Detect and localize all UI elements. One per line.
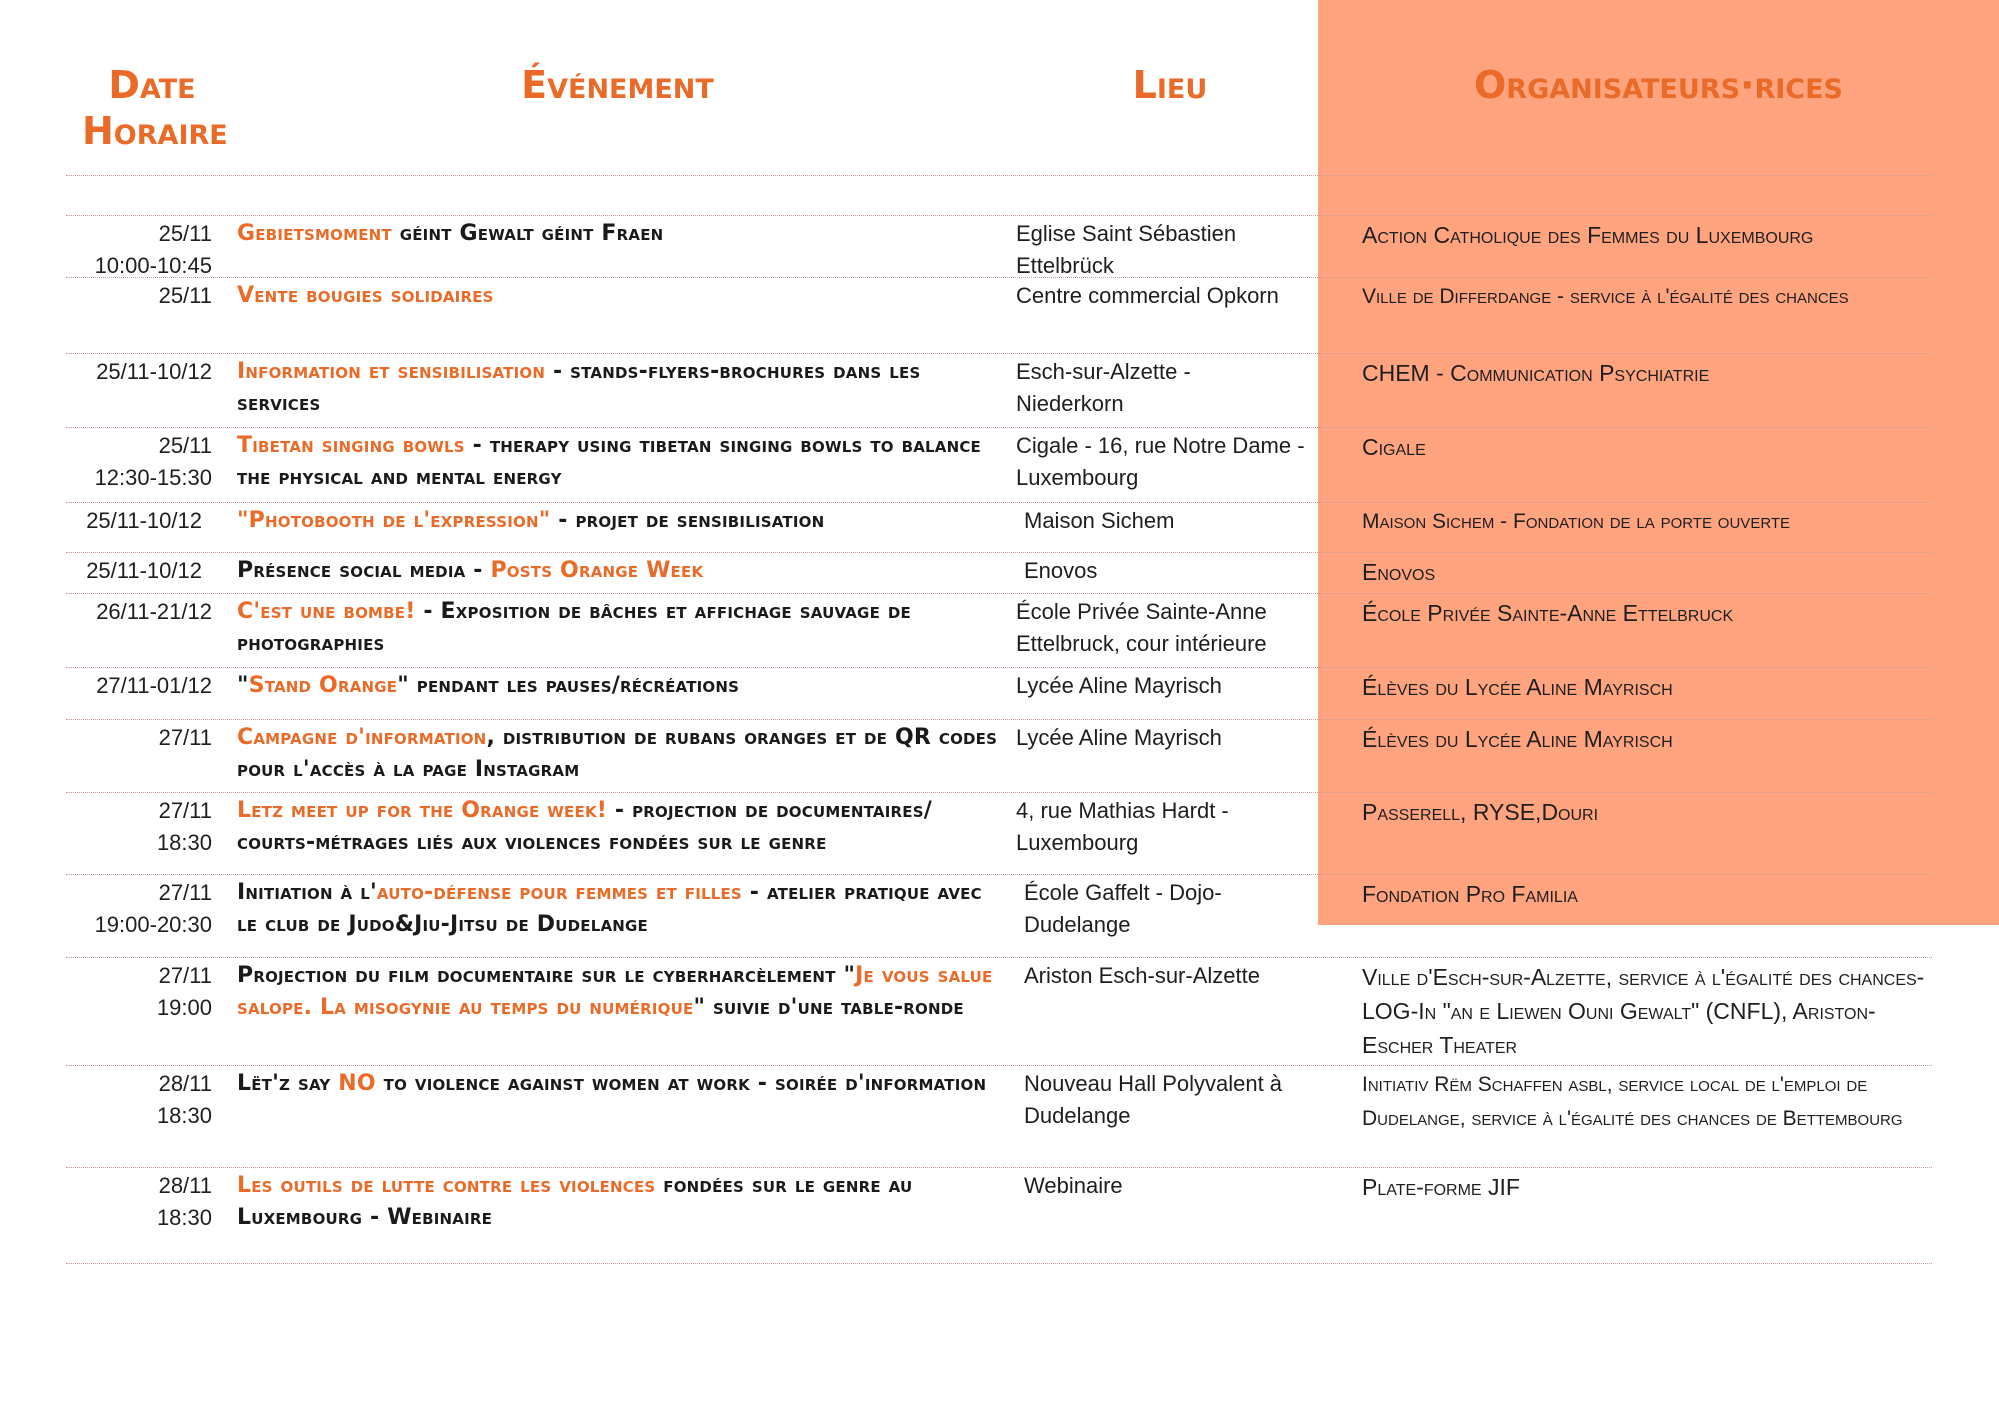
date-cell — [60, 356, 212, 388]
event-text: Lët'z say — [237, 1071, 339, 1096]
row-divider — [66, 874, 1932, 875]
event-highlight: Je vous salue salope. La misogynie au temps du numérique — [237, 963, 993, 1020]
event-highlight: C'est une bombe! — [237, 599, 416, 624]
row-divider — [66, 1065, 1932, 1066]
date-text: 25/11-10/12 — [96, 359, 212, 384]
organiser-cell: Fondation Pro Familia — [1362, 881, 1578, 907]
event-text: " suivie d'une table-ronde — [693, 995, 964, 1020]
date-cell — [60, 1170, 212, 1234]
event-text: - therapy using tibetan singing bowls to balance the physical and mental energy — [237, 433, 982, 490]
lieu-line: Dudelange — [1024, 912, 1131, 937]
lieu-cell — [1016, 356, 1336, 420]
event-highlight: Vente bougies solidaires — [237, 283, 494, 308]
lieu-cell — [1016, 1068, 1344, 1132]
event-text: " — [237, 673, 249, 698]
event-cell — [237, 356, 1007, 420]
organiser-cell: Ville d'Esch-sur-Alzette, service à l'égalité des chances- LOG-In "an e Liewen Ouni Gewalt" (CNFL), Ariston-Escher Theater — [1362, 964, 1925, 1058]
date-cell — [50, 555, 202, 587]
organiser-cell: Maison Sichem - Fondation de la porte ouverte — [1362, 510, 1791, 533]
date-text: 27/11 — [158, 880, 212, 905]
event-text: Projection du film documentaire sur le cyberharcèlement " — [237, 963, 856, 988]
date-text: 27/11-01/12 — [96, 673, 212, 698]
time-text: 19:00 — [156, 995, 212, 1020]
lieu-line: Niederkorn — [1016, 391, 1124, 416]
row-divider — [66, 277, 1932, 278]
event-cell — [237, 218, 1007, 250]
header-organisers: Organisateurs·rices — [1473, 63, 1844, 107]
lieu-line: Webinaire — [1024, 1173, 1123, 1198]
event-cell — [237, 1170, 1007, 1234]
event-cell — [237, 795, 1007, 859]
date-cell — [60, 280, 212, 312]
lieu-line: Ettelbrück — [1016, 253, 1114, 278]
event-highlight: auto-défense pour femmes et filles — [376, 880, 742, 905]
event-highlight: Letz meet up for the Orange week! — [237, 798, 608, 823]
date-text: 27/11 — [158, 725, 212, 750]
row-divider — [66, 1167, 1932, 1168]
lieu-line: Dudelange — [1024, 1103, 1131, 1128]
lieu-line: Luxembourg — [1016, 830, 1139, 855]
time-text: 18:30 — [156, 1205, 212, 1230]
event-text: Présence social media - — [237, 558, 491, 583]
lieu-cell — [1016, 555, 1344, 587]
date-cell — [60, 722, 212, 754]
time-text: 10:00-10:45 — [94, 253, 212, 278]
event-highlight: "Photobooth de l'expression" — [237, 508, 551, 533]
event-cell — [237, 670, 1007, 702]
time-text: 18:30 — [156, 830, 212, 855]
time-text: 18:30 — [156, 1103, 212, 1128]
event-text: - Exposition de bâches et affichage sauvage de photographies — [237, 599, 911, 656]
organiser-cell: Enovos — [1362, 559, 1436, 585]
date-text: 25/11-10/12 — [86, 508, 202, 533]
lieu-cell — [1016, 218, 1336, 282]
event-cell — [237, 722, 1007, 786]
event-text: - projection de documentaires/ courts-métrages liés aux violences fondées sur le genre — [237, 798, 932, 855]
organiser-cell: Plate-forme JIF — [1362, 1174, 1520, 1200]
lieu-cell — [1016, 280, 1336, 312]
row-divider — [66, 792, 1932, 793]
lieu-line: Ariston Esch-sur-Alzette — [1024, 963, 1260, 988]
event-cell — [237, 1068, 1007, 1100]
event-text: - atelier pratique avec le club de Judo&Jiu-Jitsu de Dudelange — [237, 880, 982, 937]
date-cell — [60, 218, 212, 282]
divider — [66, 175, 1932, 176]
date-text: 25/11 — [158, 433, 212, 458]
organiser-cell: Cigale — [1362, 434, 1426, 460]
date-text: 28/11 — [158, 1173, 212, 1198]
row-divider — [66, 593, 1932, 594]
lieu-cell — [1016, 430, 1336, 494]
date-cell — [60, 430, 212, 494]
date-text: 26/11-21/12 — [96, 599, 212, 624]
event-highlight: Les outils de lutte contre les violences — [237, 1173, 656, 1198]
organiser-cell: Ville de Differdange - service à l'égalité des chances — [1362, 285, 1849, 308]
date-cell — [60, 795, 212, 859]
lieu-line: Luxembourg — [1016, 465, 1139, 490]
time-text: 19:00-20:30 — [94, 912, 212, 937]
row-divider — [66, 552, 1932, 553]
lieu-cell — [1016, 795, 1336, 859]
event-text: to violence against women at work - soirée d'information — [375, 1071, 987, 1096]
event-text: - projet de sensibilisation — [550, 508, 825, 533]
event-cell — [237, 280, 1007, 312]
organiser-cell: Élèves du Lycée Aline Mayrisch — [1362, 674, 1673, 700]
header-date-label: Date — [108, 63, 196, 107]
organiser-cell: École Privée Sainte-Anne Ettelbruck — [1362, 600, 1734, 626]
time-text: 12:30-15:30 — [94, 465, 212, 490]
date-cell — [60, 1068, 212, 1132]
date-text: 25/11-10/12 — [86, 558, 202, 583]
lieu-line: Nouveau Hall Polyvalent à — [1024, 1071, 1283, 1096]
date-text: 28/11 — [158, 1071, 212, 1096]
event-highlight: Tibetan singing bowls — [237, 433, 465, 458]
lieu-cell — [1016, 960, 1344, 992]
lieu-cell — [1016, 670, 1336, 702]
divider — [66, 215, 1932, 216]
lieu-line: Esch-sur-Alzette - — [1016, 359, 1191, 384]
date-text: 27/11 — [158, 798, 212, 823]
lieu-line: Ettelbruck, cour intérieure — [1016, 631, 1267, 656]
date-cell — [60, 670, 212, 702]
event-cell — [237, 960, 1007, 1024]
event-text: , distribution de rubans oranges et de QR codes pour l'accès à la page Instagram — [237, 725, 998, 782]
date-cell — [50, 505, 202, 537]
organiser-cell: CHEM - Communication Psychiatrie — [1362, 360, 1710, 386]
row-divider — [66, 957, 1932, 958]
lieu-line: Centre commercial Opkorn — [1016, 283, 1279, 308]
event-cell — [237, 505, 1007, 537]
header-lieu: Lieu — [1132, 63, 1208, 107]
row-divider — [66, 1263, 1932, 1264]
lieu-cell — [1016, 877, 1344, 941]
event-text: fondées sur le genre au Luxembourg - Webinaire — [237, 1173, 913, 1230]
organiser-cell: Élèves du Lycée Aline Mayrisch — [1362, 726, 1673, 752]
lieu-line: École Privée Sainte-Anne — [1016, 599, 1267, 624]
row-divider — [66, 427, 1932, 428]
event-highlight: Posts Orange Week — [490, 558, 704, 583]
header-date — [82, 62, 228, 154]
header-event: Événement — [521, 63, 714, 107]
date-cell — [60, 960, 212, 1024]
event-highlight: NO — [338, 1071, 376, 1096]
event-cell — [237, 596, 1007, 660]
row-divider — [66, 719, 1932, 720]
event-text: Initiation à l' — [237, 880, 377, 905]
lieu-line: Cigale - 16, rue Notre Dame - — [1016, 433, 1305, 458]
event-text: géint Gewalt géint Fraen — [391, 221, 664, 246]
date-cell — [60, 877, 212, 941]
event-highlight: Information et sensibilisation — [237, 359, 546, 384]
date-text: 25/11 — [158, 221, 212, 246]
lieu-line: École Gaffelt - Dojo- — [1024, 880, 1222, 905]
organiser-cell: Passerell, RYSE,Douri — [1362, 799, 1599, 825]
event-cell — [237, 555, 1007, 587]
row-divider — [66, 502, 1932, 503]
lieu-line: Lycée Aline Mayrisch — [1016, 673, 1222, 698]
date-text: 25/11 — [158, 283, 212, 308]
event-cell — [237, 877, 1007, 941]
event-highlight: Campagne d'information — [237, 725, 487, 750]
lieu-line: Enovos — [1024, 558, 1098, 583]
row-divider — [66, 353, 1932, 354]
lieu-line: Eglise Saint Sébastien — [1016, 221, 1237, 246]
event-text: " pendant les pauses/récréations — [397, 673, 740, 698]
event-text: - stands-flyers-brochures dans les services — [237, 359, 921, 416]
date-cell — [60, 596, 212, 628]
lieu-cell — [1016, 722, 1336, 754]
organiser-cell: Initiativ Rëm Schaffen asbl, service local de l'emploi de Dudelange, service à l'égalité des chances de Bettembourg — [1362, 1073, 1903, 1130]
event-highlight: Stand Orange — [248, 673, 398, 698]
lieu-cell — [1016, 1170, 1344, 1202]
lieu-line: Maison Sichem — [1024, 508, 1175, 533]
date-text: 27/11 — [158, 963, 212, 988]
event-cell — [237, 430, 1007, 494]
lieu-cell — [1016, 596, 1336, 660]
row-divider — [66, 667, 1932, 668]
event-highlight: Gebietsmoment — [237, 221, 392, 246]
lieu-line: Lycée Aline Mayrisch — [1016, 725, 1222, 750]
table-header — [0, 0, 1999, 175]
header-horaire-label: Horaire — [82, 109, 228, 153]
lieu-cell — [1016, 505, 1344, 537]
lieu-line: 4, rue Mathias Hardt - — [1016, 798, 1229, 823]
organiser-cell: Action Catholique des Femmes du Luxembourg — [1362, 222, 1814, 248]
